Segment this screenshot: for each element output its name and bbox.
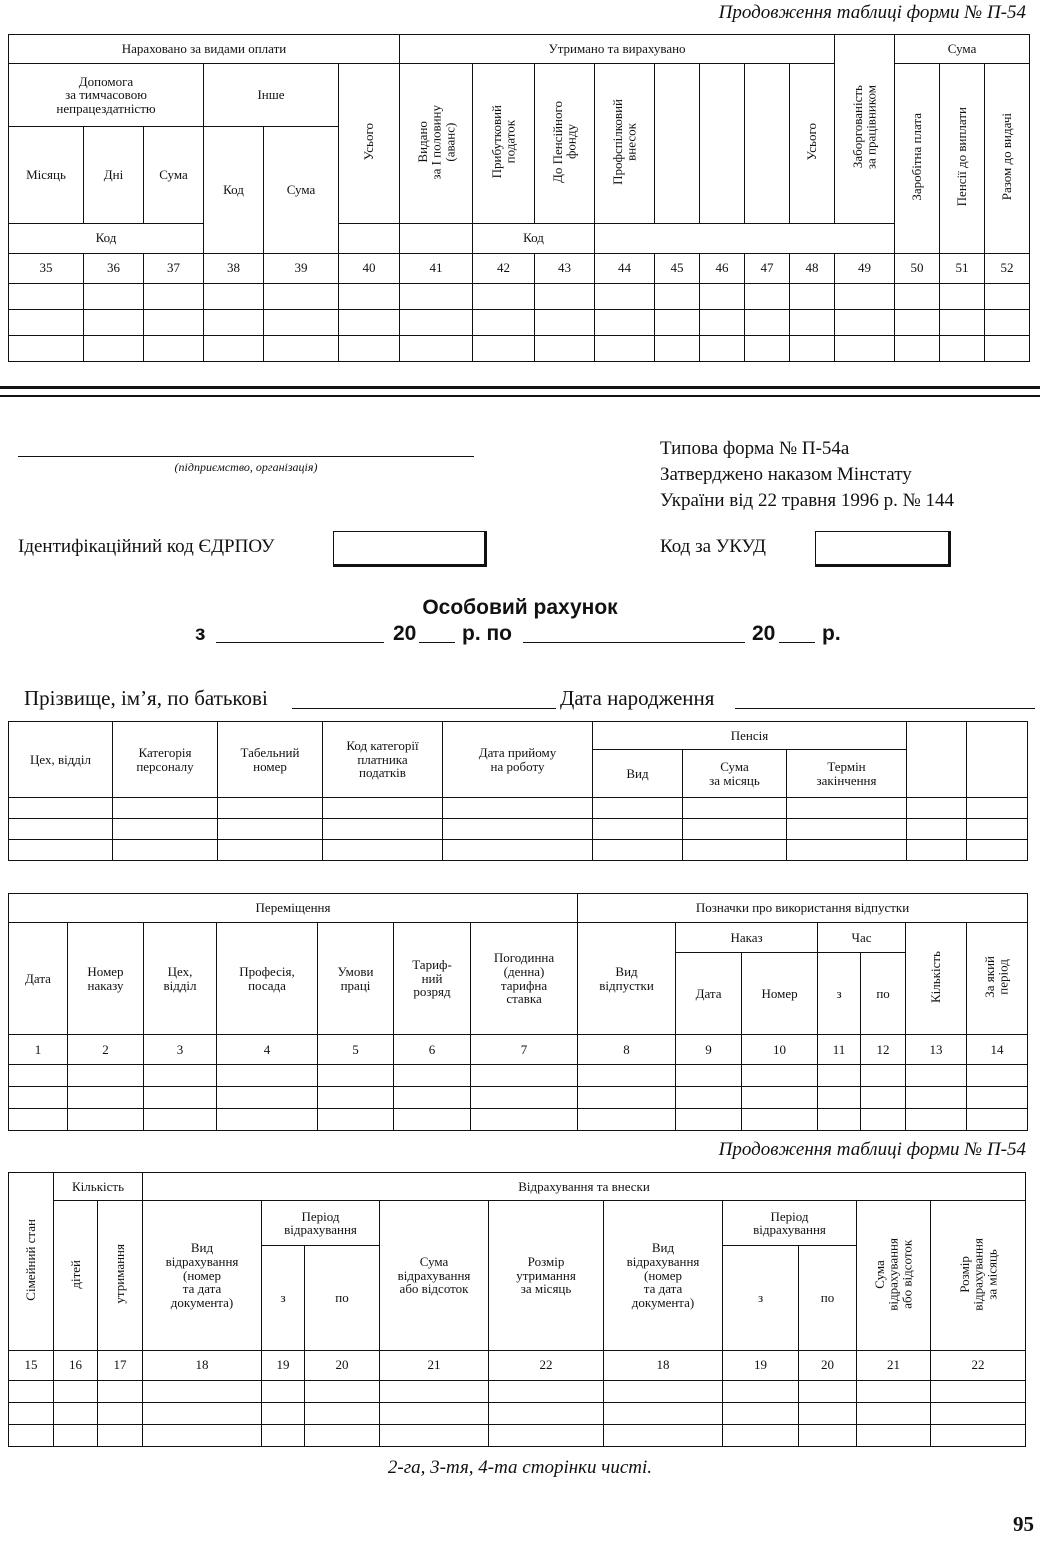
children-header: дітей — [54, 1201, 98, 1351]
tab-no-header: Табельний номер — [218, 722, 323, 798]
days-header: Дні — [84, 127, 144, 223]
dob-line[interactable] — [735, 708, 1035, 709]
deduction-kind-header-2: Вид відрахування (номер та дата документа) — [604, 1201, 723, 1351]
col-number: 6 — [394, 1035, 471, 1065]
year-suffix: р. — [822, 622, 841, 645]
col-number: 3 — [144, 1035, 217, 1065]
family-header: Сімейний стан — [9, 1173, 54, 1351]
withheld-header: Утримано та вирахувано — [400, 35, 835, 64]
name-label: Прізвище, ім’я, по батькові — [24, 686, 268, 710]
blank-row — [9, 840, 1028, 861]
col-number: 19 — [262, 1350, 305, 1380]
monthly-deduction-header: Розмір відрахування за місяць — [931, 1201, 1026, 1351]
month-header: Місяць — [9, 127, 84, 223]
code-cell-41 — [400, 223, 473, 253]
blank-row-2 — [9, 309, 1030, 335]
income-tax-header: Прибутковий податок — [473, 64, 535, 223]
pension-kind-header: Вид — [593, 750, 683, 798]
blank-pages-note: 2-га, 3-тя, 4-та сторінки чисті. — [387, 1457, 653, 1478]
col-number: 8 — [578, 1035, 676, 1065]
time-header: Час — [818, 923, 906, 953]
col-number: 1 — [9, 1035, 68, 1065]
col-number: 5 — [318, 1035, 394, 1065]
deductions-table — [8, 1172, 1026, 1447]
continuation-title-bottom: Продовження таблиці форми № П-54 — [718, 1139, 1026, 1160]
col-number: 48 — [790, 253, 835, 283]
col-number: 4 — [217, 1035, 318, 1065]
period-from-header-2: з — [723, 1246, 799, 1350]
form-info — [660, 436, 954, 514]
col-number: 9 — [676, 1035, 742, 1065]
form-line-2: Затверджено наказом Мінстату — [660, 464, 912, 485]
order-number-header: Номер — [742, 953, 818, 1035]
blank-row — [9, 1065, 1028, 1087]
to-issue-header: Разом до видачі — [985, 64, 1030, 254]
col-number: 41 — [400, 253, 473, 283]
col-number: 13 — [906, 1035, 967, 1065]
org-caption: (підприємство, організація) — [174, 460, 318, 474]
col-number: 21 — [380, 1350, 489, 1380]
code-cell-44-48 — [595, 223, 895, 253]
col-number: 43 — [535, 253, 595, 283]
pension-pay-header: Пенсії до виплати — [940, 64, 985, 254]
accruals-table — [8, 34, 1030, 362]
col-number: 22 — [489, 1350, 604, 1380]
edrpou-label: Ідентифікаційний код ЄДРПОУ — [18, 536, 275, 557]
col-number: 37 — [144, 253, 204, 283]
blank-row — [9, 798, 1028, 819]
col-number: 44 — [595, 253, 655, 283]
hire-date-header: Дата прийому на роботу — [443, 722, 593, 798]
period-from-line[interactable] — [216, 642, 384, 643]
pension-monthly-header: Сума за місяць — [683, 750, 787, 798]
separator-line-2 — [0, 395, 1040, 397]
period-to-header-2: по — [799, 1246, 857, 1350]
code-label-2: Код — [473, 223, 595, 253]
org-line — [18, 456, 474, 457]
account-title: Особовий рахунок — [422, 596, 618, 619]
vacation-kind-header: Вид відпустки — [578, 923, 676, 1035]
name-line[interactable] — [292, 708, 556, 709]
year-1-label: 20 — [393, 622, 417, 645]
dept-header: Цех, відділ — [9, 722, 113, 798]
conditions-header: Умови праці — [318, 923, 394, 1035]
total-withheld-header: Усього — [790, 64, 835, 223]
col-number: 11 — [818, 1035, 861, 1065]
ukud-box[interactable] — [815, 531, 951, 567]
monthly-withhold-header: Розмір утримання за місяць — [489, 1201, 604, 1351]
dob-label: Дата народження — [560, 686, 715, 710]
total-accrued-header: Усього — [339, 64, 400, 223]
period-to-label: р. по — [462, 622, 513, 645]
blank-row — [9, 819, 1028, 840]
col-number: 15 — [9, 1350, 54, 1380]
rate-header: Погодинна (денна) тарифна ставка — [471, 923, 578, 1035]
debt-header: Заборгованість за працівником — [835, 35, 895, 224]
transfers-header: Переміщення — [9, 894, 578, 923]
accrued-header: Нараховано за видами оплати — [9, 35, 400, 64]
blank-row — [9, 1109, 1028, 1131]
deductions-header: Відрахування та внески — [143, 1173, 1026, 1201]
code-label: Код — [9, 223, 204, 253]
continuation-title-top: Продовження таблиці форми № П-54 — [718, 2, 1026, 23]
count-header: Кількість — [906, 923, 967, 1035]
col-number: 20 — [305, 1350, 380, 1380]
period-to-header: по — [305, 1246, 380, 1350]
period-header: За який період — [967, 923, 1028, 1035]
col-number: 52 — [985, 253, 1030, 283]
col-number: 46 — [700, 253, 745, 283]
sick-pay-header: Допомога за тимчасовою непрацездатністю — [9, 64, 204, 127]
form-line-1: Типова форма № П-54а — [660, 438, 850, 459]
personnel-table — [8, 721, 1028, 861]
empty-col-47 — [745, 64, 790, 223]
deduction-period-header: Період відрахування — [262, 1201, 380, 1246]
order-header: Наказ — [676, 923, 818, 953]
page-number: 95 — [1013, 1512, 1034, 1536]
blank-row-1 — [9, 283, 1030, 309]
deduction-sum-header: Сума відрахування або відсоток — [380, 1201, 489, 1351]
col-number: 35 — [9, 253, 84, 283]
col-number: 50 — [895, 253, 940, 283]
tax-category-header: Код категорії платника податків — [323, 722, 443, 798]
col-number: 12 — [861, 1035, 906, 1065]
code-cell-40 — [339, 223, 400, 253]
col-number: 16 — [54, 1350, 98, 1380]
blank-row-3 — [9, 335, 1030, 361]
pension-header: Пенсія — [593, 722, 907, 750]
quantity-header: Кількість — [54, 1173, 143, 1201]
col-number: 2 — [68, 1035, 144, 1065]
col-number: 40 — [339, 253, 400, 283]
col-number: 51 — [940, 253, 985, 283]
col-number: 36 — [84, 253, 144, 283]
col-number: 17 — [98, 1350, 143, 1380]
period-from-header: з — [262, 1246, 305, 1350]
union-fee-header: Профспілковий внесок — [595, 64, 655, 223]
period-from-label: з — [195, 622, 206, 645]
dept-header: Цех, відділ — [144, 923, 217, 1035]
transfers-table — [8, 893, 1028, 1131]
salary-header: Заробітна плата — [895, 64, 940, 254]
col-number: 10 — [742, 1035, 818, 1065]
blank-header-2 — [967, 722, 1028, 798]
col-number: 22 — [931, 1350, 1026, 1380]
empty-col-46 — [700, 64, 745, 223]
deduction-period-header-2: Період відрахування — [723, 1201, 857, 1246]
other-header: Інше — [204, 64, 339, 127]
deduction-sum-header-2: Сума відрахування або відсоток — [857, 1201, 931, 1351]
col-number: 7 — [471, 1035, 578, 1065]
col-number: 39 — [264, 253, 339, 283]
code-col-header: Код — [204, 127, 264, 253]
vacation-header: Позначки про використання відпустки — [578, 894, 1028, 923]
dependents-header: утримання — [98, 1201, 143, 1351]
col-number: 18 — [143, 1350, 262, 1380]
col-number: 20 — [799, 1350, 857, 1380]
col-number: 38 — [204, 253, 264, 283]
year-2-line[interactable] — [779, 642, 815, 643]
blank-row — [9, 1380, 1026, 1402]
col-number: 14 — [967, 1035, 1028, 1065]
year-2-label: 20 — [752, 622, 776, 645]
pension-fund-header: До Пенсійного фонду — [535, 64, 595, 223]
form-line-3: України від 22 травня 1996 р. № 144 — [660, 490, 954, 511]
blank-header-1 — [907, 722, 967, 798]
time-to-header: по — [861, 953, 906, 1035]
col-number: 49 — [835, 253, 895, 283]
col-number: 42 — [473, 253, 535, 283]
profession-header: Професія, посада — [217, 923, 318, 1035]
sum-header: Сума — [895, 35, 1030, 64]
time-from-header: з — [818, 953, 861, 1035]
sum2-col-header: Сума — [264, 127, 339, 253]
order-no-header: Номер наказу — [68, 923, 144, 1035]
period-to-line[interactable] — [523, 642, 745, 643]
order-date-header: Дата — [676, 953, 742, 1035]
empty-col-45 — [655, 64, 700, 223]
blank-row — [9, 1402, 1026, 1424]
year-1-line[interactable] — [419, 642, 455, 643]
col-number: 19 — [723, 1350, 799, 1380]
blank-row — [9, 1424, 1026, 1446]
pension-term-header: Термін закінчення — [787, 750, 907, 798]
col-number: 47 — [745, 253, 790, 283]
sum-col-header: Сума — [144, 127, 204, 223]
date-header: Дата — [9, 923, 68, 1035]
grade-header: Тариф- ний розряд — [394, 923, 471, 1035]
col-number: 21 — [857, 1350, 931, 1380]
category-header: Категорія персоналу — [113, 722, 218, 798]
separator-line-1 — [0, 386, 1040, 389]
deduction-kind-header: Вид відрахування (номер та дата документа) — [143, 1201, 262, 1351]
col-number: 45 — [655, 253, 700, 283]
edrpou-box[interactable] — [333, 531, 487, 567]
blank-row — [9, 1087, 1028, 1109]
issued-first-half-header: Видано за I половину (аванс) — [400, 64, 473, 223]
col-number: 18 — [604, 1350, 723, 1380]
ukud-label: Код за УКУД — [660, 536, 767, 557]
